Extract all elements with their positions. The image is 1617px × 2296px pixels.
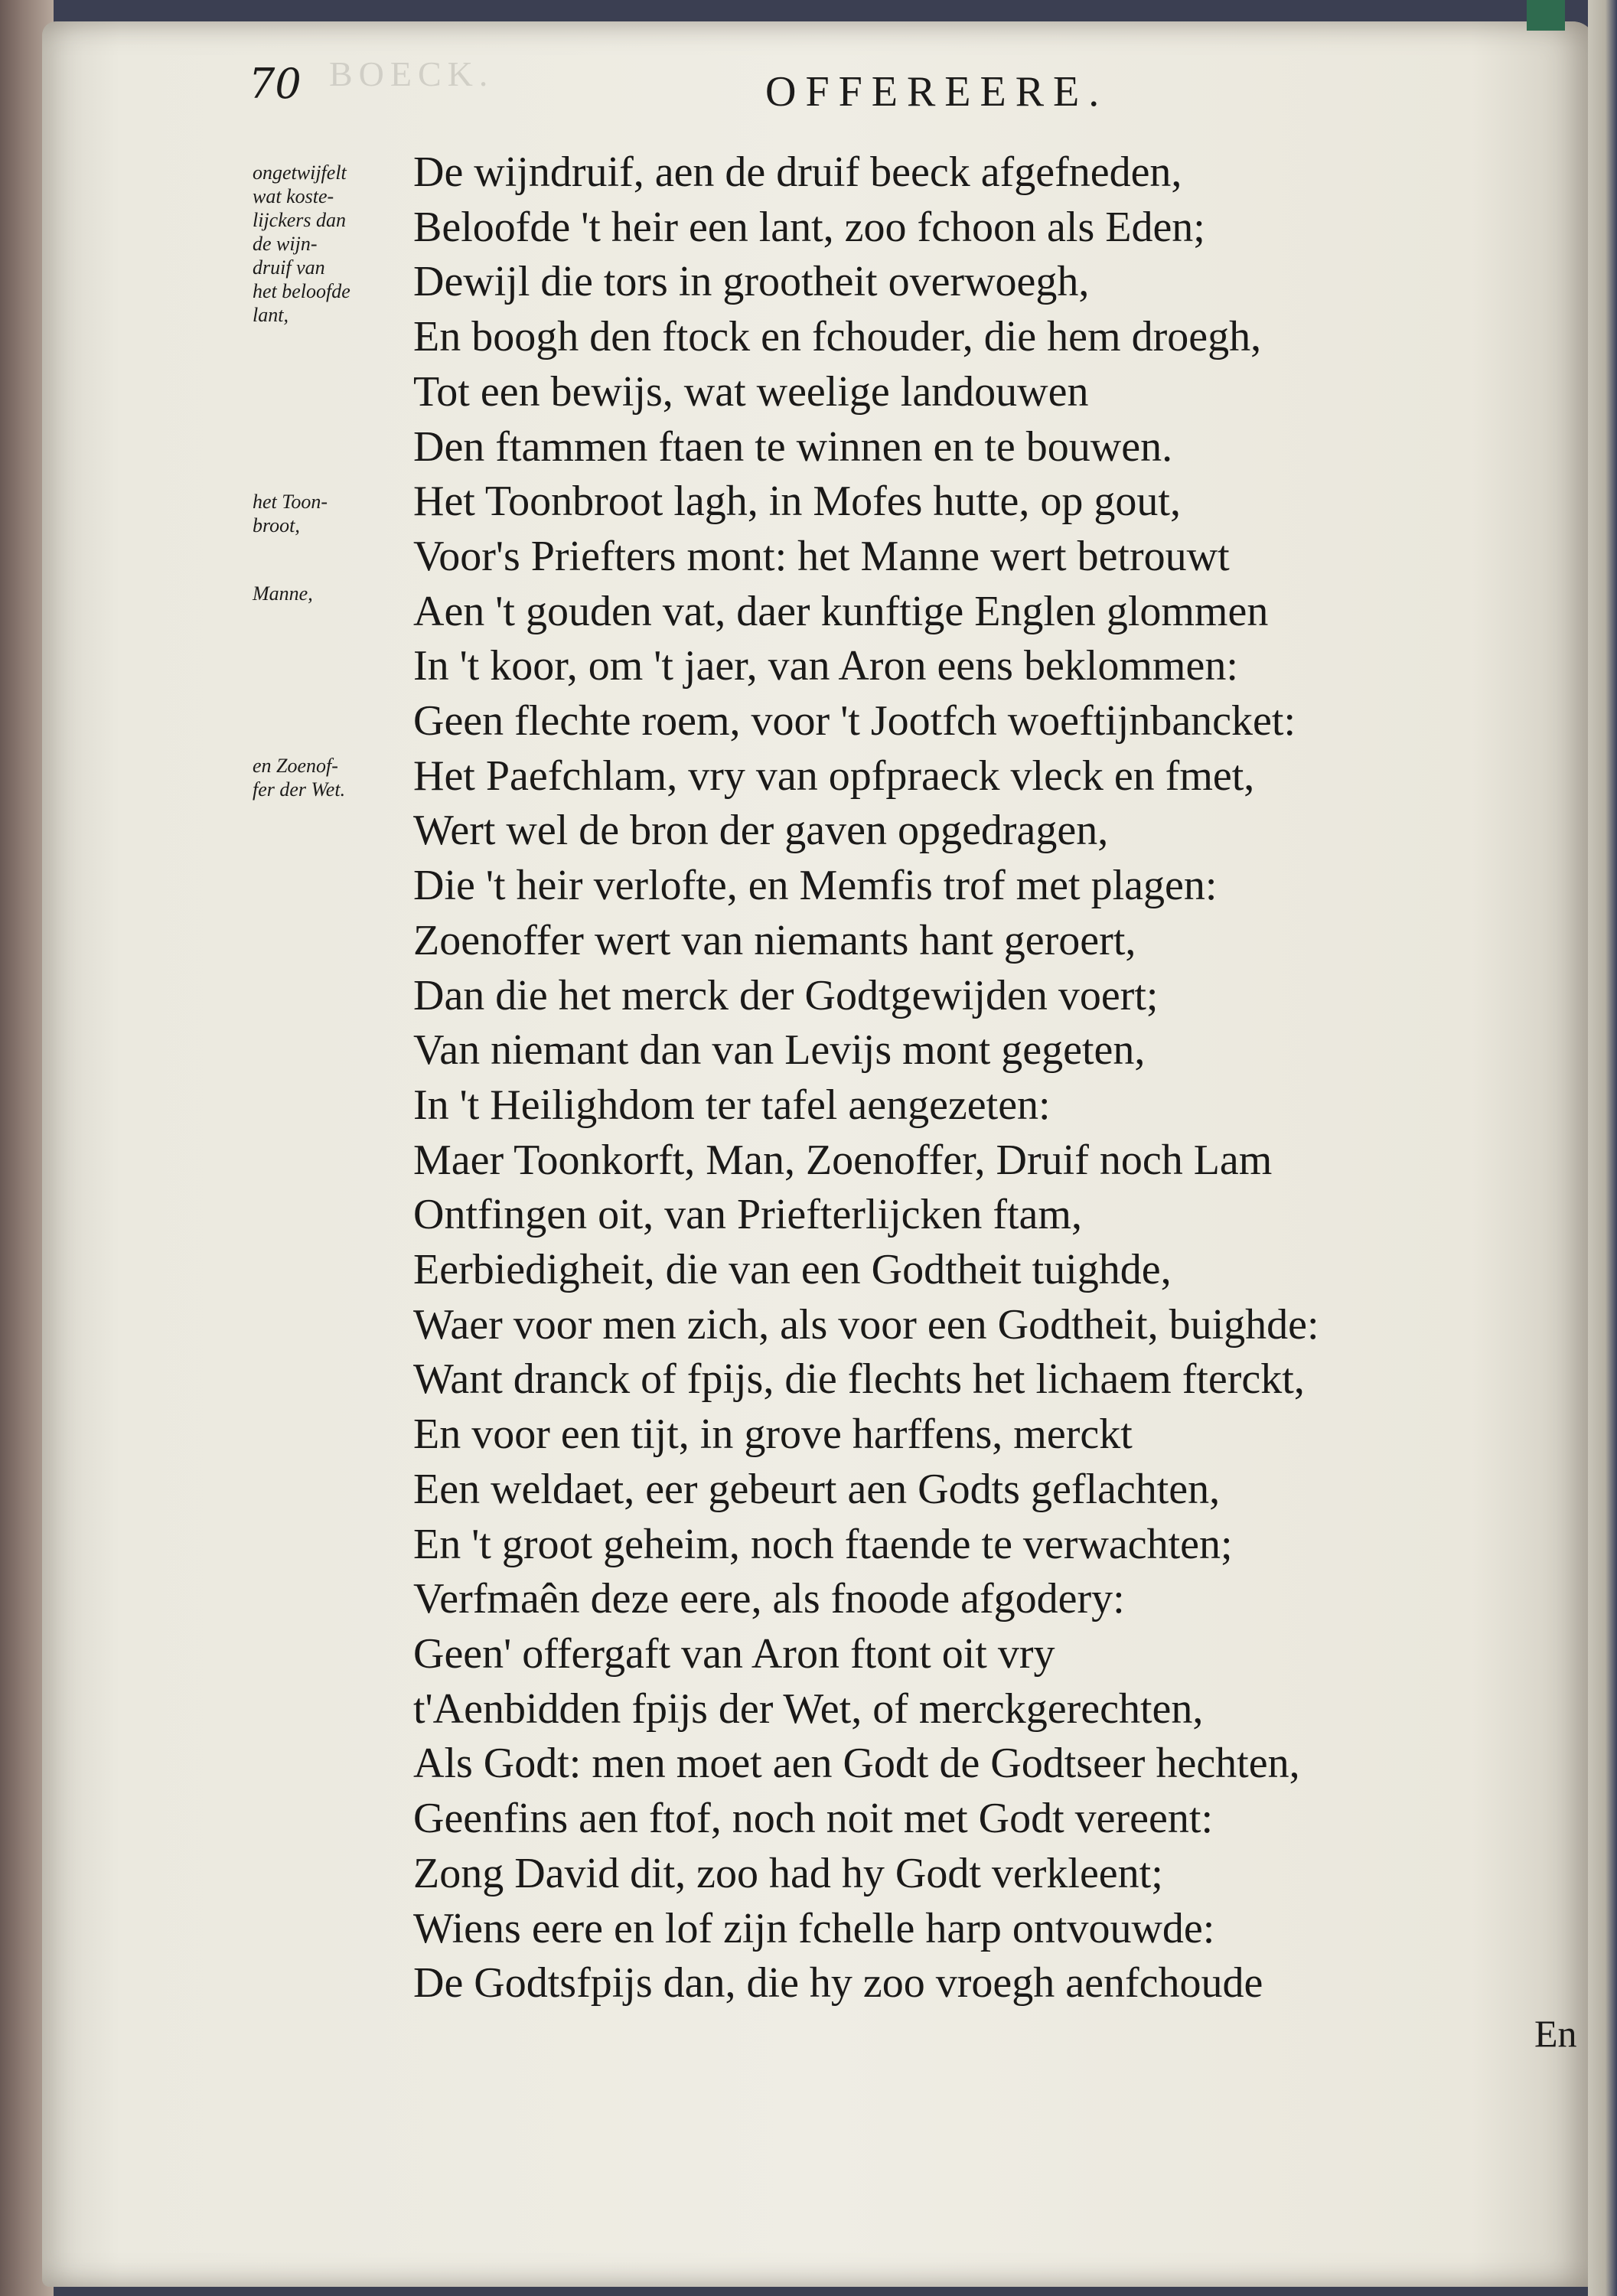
verse-line: Het Toonbroot lagh, in Mofes hutte, op gout, — [413, 478, 1181, 526]
verse-line: En boogh den ftock en fchouder, die hem droegh, — [413, 313, 1262, 361]
margin-note-line: fer der Wet. — [253, 778, 346, 801]
verse-line: In 't koor, om 't jaer, van Aron eens beklommen: — [413, 642, 1238, 690]
margin-note — [253, 754, 345, 801]
verse-line: Een weldaet, eer gebeurt aen Godts geflachten, — [413, 1465, 1221, 1513]
margin-note-line: lant, — [253, 304, 289, 326]
margin-note-line: broot, — [253, 514, 300, 536]
verse-line: Den ftammen ftaen te winnen en te bouwen. — [413, 422, 1173, 471]
margin-note — [253, 161, 350, 327]
verse-line: Die 't heir verlofte, en Memfis trof met plagen: — [413, 862, 1218, 910]
page-number: 70 — [249, 60, 302, 108]
verse-line: Wiens eere en lof zijn fchelle harp ontvouwde: — [413, 1904, 1215, 1952]
verse-line: De wijndruif, aen de druif beeck afgefneden, — [413, 148, 1182, 196]
running-head: OFFEREERE. — [765, 68, 1109, 116]
verse-line: Beloofde 't heir een lant, zoo fchoon als Eden; — [413, 203, 1205, 251]
verse-line: Aen 't gouden vat, daer kunftige Englen glommen — [413, 587, 1269, 635]
margin-note-line: ongetwijfelt — [253, 161, 347, 184]
verse-line: Dewijl die tors in grootheit overwoegh, — [413, 258, 1090, 306]
verse-line: t'Aenbidden fpijs der Wet, of merckgerechten, — [413, 1684, 1204, 1733]
verse-line: Als Godt: men moet aen Godt de Godtseer hechten, — [413, 1740, 1300, 1788]
page-fore-edge — [1588, 0, 1617, 2296]
verse-line: Waer voor men zich, als voor een Godtheit, buighde: — [413, 1300, 1319, 1349]
verse-line: Eerbiedigheit, die van een Godtheit tuighde, — [413, 1246, 1172, 1294]
verse-line: Geenfins aen ftof, noch noit met Godt vereent: — [413, 1795, 1213, 1843]
verse-line: In 't Heilighdom ter tafel aengezeten: — [413, 1081, 1051, 1129]
margin-note-line: de wijn- — [253, 233, 318, 255]
verse-line: Voor's Priefters mont: het Manne wert betrouwt — [413, 532, 1230, 580]
verse-line: Geen flechte roem, voor 't Jootfch woeftijnbancket: — [413, 697, 1296, 745]
margin-note — [253, 582, 313, 605]
verse-line: En 't groot geheim, noch ftaende te verwachten; — [413, 1520, 1233, 1568]
verse-line: De Godtsfpijs dan, die hy zoo vroegh aenfchoude — [413, 1959, 1263, 2007]
margin-note — [253, 490, 328, 537]
bookmark-ribbon — [1527, 0, 1565, 31]
show-through-text: BOECK. — [329, 54, 494, 93]
verse-line: Maer Toonkorft, Man, Zoenoffer, Druif noch Lam — [413, 1136, 1273, 1184]
margin-note-line: lijckers dan — [253, 209, 347, 231]
verse-line: Want dranck of fpijs, die flechts het lichaem fterckt, — [413, 1355, 1305, 1404]
verse-line: Zoenoffer wert van niemants hant geroert, — [413, 916, 1136, 964]
margin-note-line: en Zoenof- — [253, 755, 338, 777]
verse-line: Wert wel de bron der gaven opgedragen, — [413, 807, 1109, 855]
margin-note-line: het Toon- — [253, 491, 328, 513]
verse-line: Geen' offergaft van Aron ftont oit vry — [413, 1629, 1055, 1678]
catchword: En — [1534, 2012, 1577, 2055]
margin-note-line: druif van — [253, 256, 325, 279]
verse-line: Tot een bewijs, wat weelige landouwen — [413, 367, 1089, 416]
verse-line: Verfmaên deze eere, als fnoode afgodery: — [413, 1575, 1125, 1623]
verse-line: Dan die het merck der Godtgewijden voert; — [413, 971, 1159, 1019]
poem-text — [413, 145, 1319, 2011]
verse-line: Zong David dit, zoo had hy Godt verkleent; — [413, 1849, 1163, 1897]
margin-note-line: Manne, — [253, 582, 313, 605]
verse-line: Van niemant dan van Levijs mont gegeten, — [413, 1026, 1146, 1075]
verse-line: Ontfingen oit, van Priefterlijcken ftam, — [413, 1191, 1082, 1239]
margin-note-line: wat koste- — [253, 185, 334, 207]
margin-note-line: het beloofde — [253, 280, 350, 302]
verse-line: Het Paefchlam, vry van opfpraeck vleck en fmet, — [413, 752, 1255, 800]
verse-line: En voor een tijt, in grove harffens, merckt — [413, 1411, 1133, 1459]
